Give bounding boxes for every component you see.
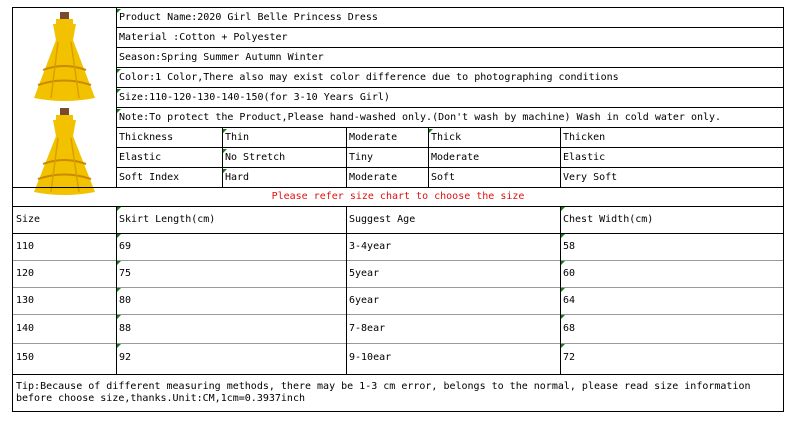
cell-marker-icon: [429, 129, 433, 133]
divider: [116, 127, 783, 128]
cell-marker-icon: [117, 109, 121, 113]
divider: [560, 128, 561, 188]
table-cell: 5year: [349, 267, 380, 279]
cell-marker-icon: [223, 169, 227, 173]
attr-value: Very Soft: [563, 171, 618, 183]
attr-value: Moderate: [349, 171, 398, 183]
table-cell: 92: [119, 351, 132, 363]
product-name: Product Name:2020 Girl Belle Princess Dress: [119, 12, 378, 23]
cell-marker-icon: [117, 261, 121, 265]
cell-marker-icon: [561, 344, 565, 348]
divider: [116, 47, 783, 48]
table-cell: 120: [16, 267, 35, 279]
size-chart-sheet: [12, 7, 784, 412]
table-cell: 60: [563, 267, 576, 279]
cell-marker-icon: [117, 234, 121, 238]
cell-marker-icon: [117, 207, 121, 211]
divider: [13, 233, 783, 234]
attr-value: Moderate: [431, 152, 480, 163]
table-cell: 110: [16, 240, 35, 252]
divider: [116, 67, 783, 68]
table-cell: 64: [563, 294, 576, 306]
attr-label-thickness: Thickness: [119, 132, 174, 143]
attr-value: Elastic: [563, 152, 606, 163]
divider: [13, 287, 783, 288]
divider: [116, 147, 783, 148]
product-color: Color:1 Color,There also may exist color difference due to photographing conditions: [119, 72, 619, 83]
cell-marker-icon: [117, 89, 121, 93]
cell-marker-icon: [561, 288, 565, 292]
attr-label-elastic: Elastic: [119, 152, 162, 163]
dress-photo-top: [13, 10, 116, 105]
table-cell: 58: [563, 240, 576, 252]
table-cell: 150: [16, 351, 35, 363]
tip-text: Tip:Because of different measuring methods, there may be 1-3 cm error, belongs to the normal, please read size information before choose size,thanks.Unit:CM,1cm=0.3937inch: [16, 381, 751, 404]
product-material: Material :Cotton + Polyester: [119, 32, 288, 43]
cell-marker-icon: [223, 129, 227, 133]
attr-value: Moderate: [349, 132, 398, 143]
table-cell: 7-8ear: [349, 322, 386, 334]
col-header-chest-width: Chest Width(cm): [563, 213, 654, 225]
table-cell: 130: [16, 294, 35, 306]
divider: [116, 167, 783, 168]
cell-marker-icon: [561, 315, 565, 319]
cell-marker-icon: [561, 207, 565, 211]
table-cell: 68: [563, 322, 576, 334]
cell-marker-icon: [117, 9, 121, 13]
divider: [13, 343, 783, 344]
attr-value: No Stretch: [225, 152, 286, 163]
table-cell: 72: [563, 351, 576, 363]
divider: [13, 260, 783, 261]
col-header-size: Size: [16, 213, 41, 225]
table-cell: 88: [119, 322, 132, 334]
col-header-suggest-age: Suggest Age: [349, 213, 416, 225]
divider: [116, 27, 783, 28]
divider: [13, 374, 783, 375]
divider: [116, 107, 783, 108]
product-size: Size:110-120-130-140-150(for 3-10 Years Girl): [119, 92, 390, 103]
divider: [222, 128, 223, 188]
divider: [13, 187, 783, 188]
attr-value: Thick: [431, 132, 462, 143]
attr-value: Soft: [431, 171, 456, 183]
col-header-skirt-length: Skirt Length(cm): [119, 213, 216, 225]
table-cell: 6year: [349, 294, 380, 306]
cell-marker-icon: [117, 344, 121, 348]
product-season: Season:Spring Summer Autumn Winter: [119, 52, 324, 63]
size-chart-notice: Please refer size chart to choose the size: [271, 191, 525, 202]
table-cell: 80: [119, 294, 132, 306]
table-cell: 69: [119, 240, 132, 252]
table-cell: 75: [119, 267, 132, 279]
cell-marker-icon: [117, 315, 121, 319]
cell-marker-icon: [117, 288, 121, 292]
table-cell: 3-4year: [349, 240, 392, 252]
attr-value: Thicken: [563, 132, 606, 143]
table-cell: 9-10ear: [349, 351, 392, 363]
attr-value: Thin: [225, 132, 250, 143]
attr-label-soft-index: Soft Index: [119, 171, 180, 183]
cell-marker-icon: [117, 69, 121, 73]
table-cell: 140: [16, 322, 35, 334]
cell-marker-icon: [561, 234, 565, 238]
attr-value: Hard: [225, 171, 250, 183]
divider: [13, 206, 783, 207]
attr-value: Tiny: [349, 152, 374, 163]
divider: [346, 128, 347, 188]
product-note: Note:To protect the Product,Please hand-washed only.(Don't wash by machine) Wash in cold water only.: [119, 112, 722, 123]
divider: [116, 8, 117, 188]
divider: [13, 314, 783, 315]
divider: [428, 128, 429, 188]
divider: [346, 206, 347, 374]
cell-marker-icon: [223, 149, 227, 153]
divider: [116, 87, 783, 88]
cell-marker-icon: [561, 261, 565, 265]
